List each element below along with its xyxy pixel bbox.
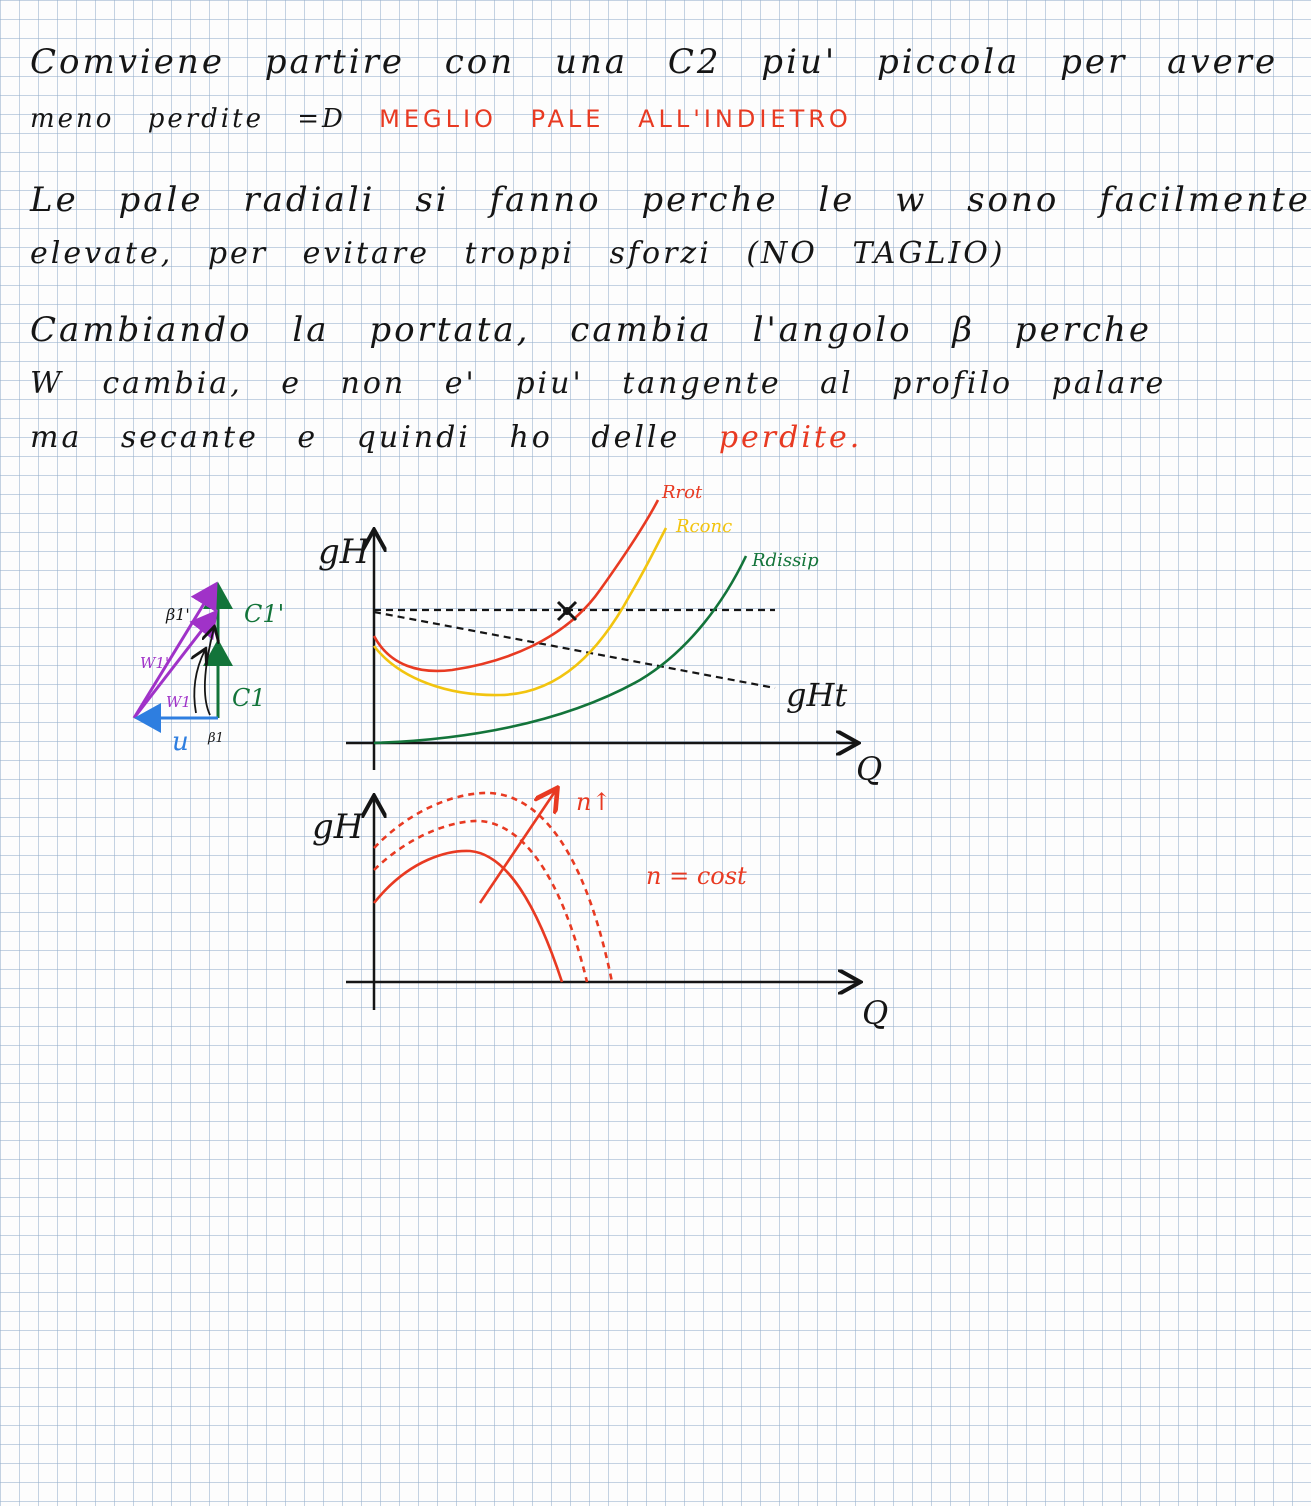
- ght-dashed-line: [374, 612, 775, 688]
- rdissip-label: Rdissip: [752, 550, 819, 571]
- graph1-y-label: gH: [318, 532, 370, 572]
- note-line-7-highlight: perdite.: [718, 420, 863, 455]
- ght-label: gHt: [786, 676, 848, 714]
- w1-prime-label: W1': [140, 654, 170, 672]
- note-line-5: Cambiando la portata, cambia l'angolo β perche: [30, 310, 1153, 350]
- rdissip-curve: [374, 556, 746, 743]
- speed-curve-3: [374, 793, 612, 982]
- graph1-x-label: Q: [856, 750, 883, 788]
- n-up-label: n↑: [576, 788, 612, 816]
- beta1-arc: [194, 650, 205, 713]
- speed-curves-graph: [312, 788, 888, 1032]
- beta1-prime-arc: [205, 628, 214, 715]
- c1-label: C1: [232, 684, 266, 712]
- rconc-label: Rconc: [676, 516, 733, 537]
- note-line-2-text: meno perdite =D: [30, 104, 346, 134]
- note-line-4: elevate, per evitare troppi sforzi (NO TAGLIO): [30, 236, 1006, 271]
- beta1-prime-label: β1': [166, 605, 190, 624]
- beta1-label: β1: [208, 731, 224, 746]
- rrot-label: Rrot: [662, 482, 703, 503]
- characteristic-graph: [318, 482, 882, 788]
- rrot-curve: [374, 500, 658, 671]
- u-label: u: [172, 727, 189, 757]
- note-line-6: W cambia, e non e' piu' tangente al profilo palare: [30, 366, 1167, 401]
- note-line-3: Le pale radiali si fanno perche le w sono facilmente: [30, 180, 1311, 220]
- c1-prime-label: C1': [244, 600, 285, 628]
- graph2-x-label: Q: [862, 994, 889, 1032]
- w1-label: W1: [166, 693, 191, 711]
- note-line-7-text: ma secante e quindi ho delle: [30, 420, 681, 455]
- graph2-y-label: gH: [312, 807, 364, 847]
- note-line-2-highlight: MEGLIO PALE ALL'INDIETRO: [379, 105, 852, 133]
- note-line-1: Comviene partire con una C2 piu' piccola per avere: [30, 42, 1279, 82]
- velocity-triangle: [134, 584, 284, 757]
- speed-curve-1: [374, 851, 562, 982]
- n-const-label: n = cost: [646, 862, 747, 890]
